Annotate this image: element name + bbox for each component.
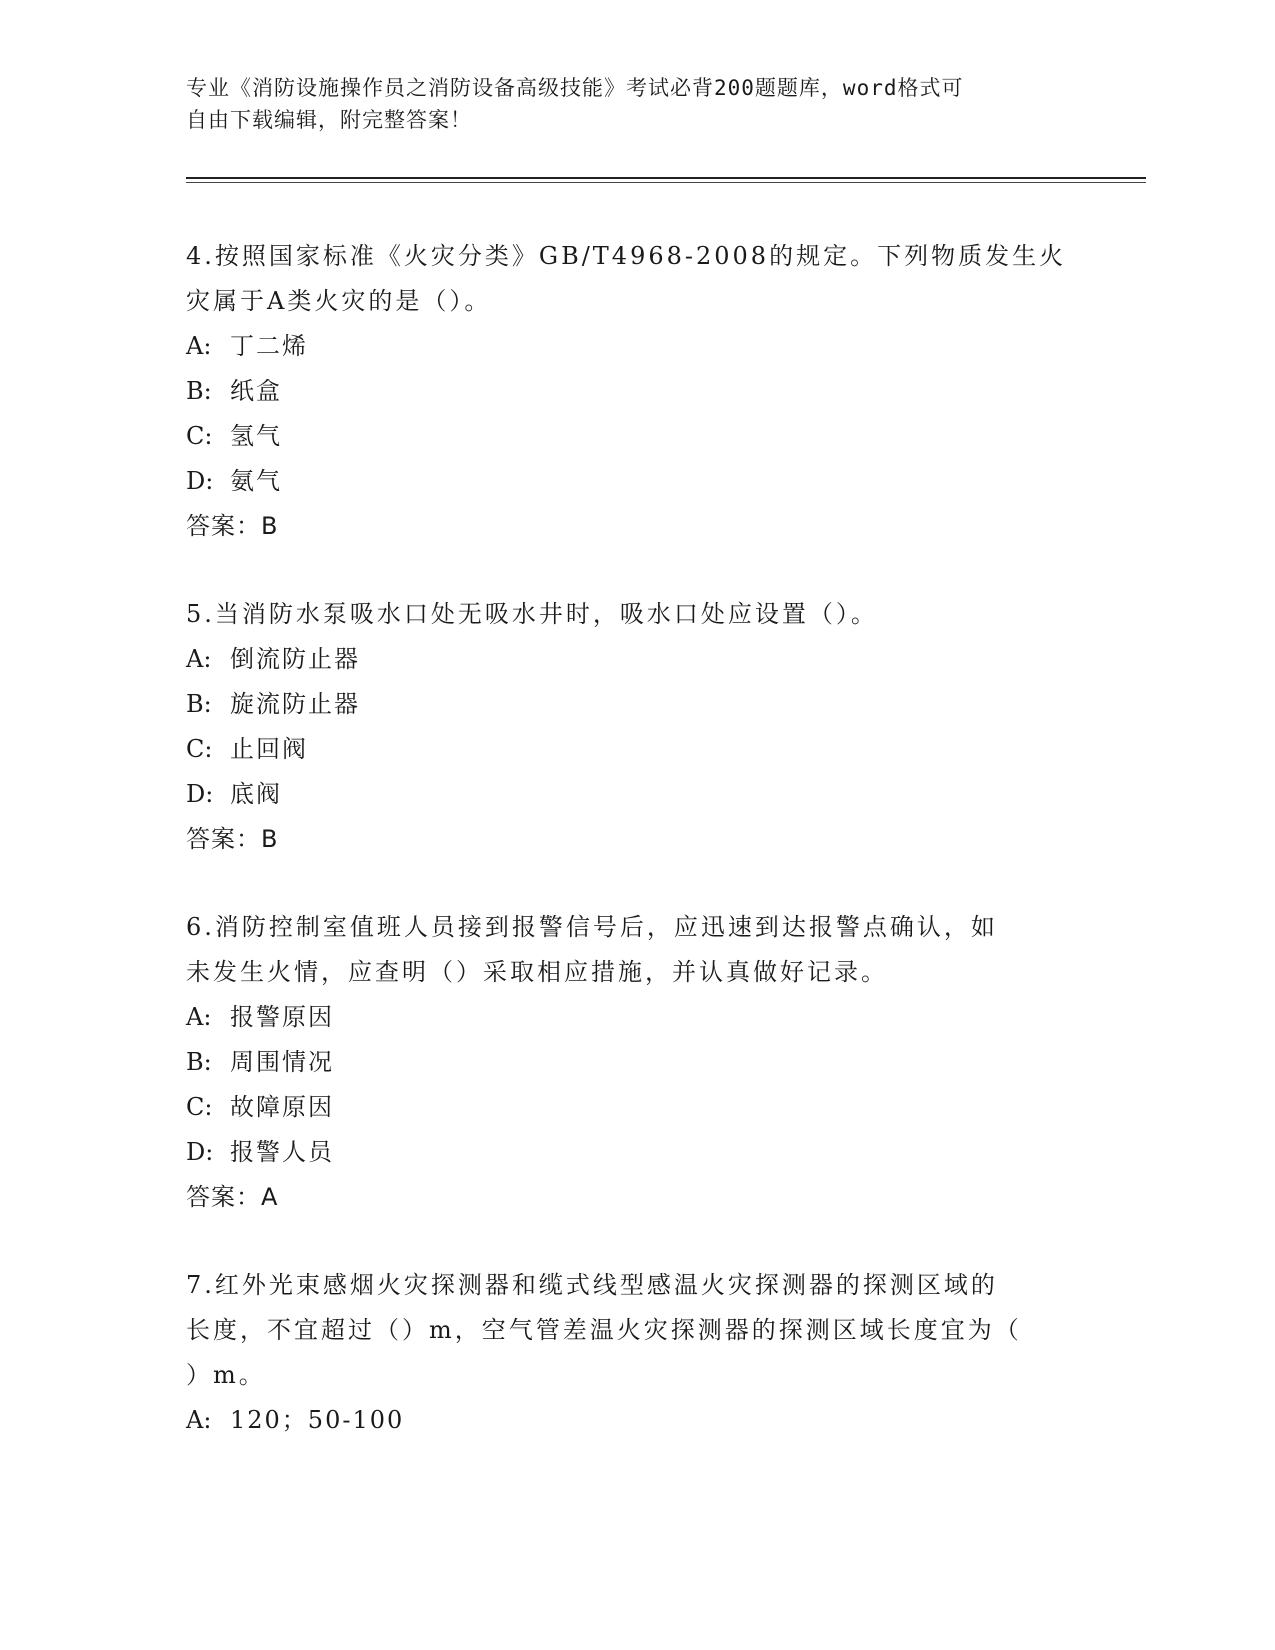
option-item (186, 1085, 1086, 1130)
option-text: 止回阀 (230, 735, 308, 763)
option-text: 报警人员 (230, 1138, 334, 1166)
option-text: 报警原因 (230, 1003, 334, 1031)
question-text-line: 4.按照国家标准《火灾分类》GB/T4968-2008的规定。下列物质发生火 (186, 242, 1067, 270)
option-item (186, 772, 1086, 817)
option-key: B: (186, 690, 212, 718)
option-key: B: (186, 377, 212, 405)
question-block (186, 592, 1086, 862)
header-line-2: 自由下载编辑，附完整答案！ (186, 108, 472, 132)
option-item (186, 414, 1086, 459)
option-text: 底阀 (230, 780, 282, 808)
option-text: 氢气 (230, 422, 282, 450)
option-text: 倒流防止器 (230, 645, 360, 673)
option-item (186, 369, 1086, 414)
option-key: D: (186, 780, 214, 808)
answer-line: 答案：B (186, 512, 279, 540)
document-header (186, 72, 1066, 136)
question-block (186, 905, 1086, 1220)
option-text: 丁二烯 (230, 332, 308, 360)
option-item (186, 324, 1086, 369)
question-text-line: 5.当消防水泵吸水口处无吸水井时，吸水口处应设置（）。 (186, 600, 878, 628)
option-item (186, 1130, 1086, 1175)
header-divider-thick (186, 177, 1146, 179)
option-item (186, 637, 1086, 682)
option-text: 氨气 (230, 467, 282, 495)
question-text-line: 7.红外光束感烟火灾探测器和缆式线型感温火灾探测器的探测区域的 (186, 1271, 998, 1299)
option-item (186, 995, 1086, 1040)
header-divider-thin (186, 182, 1146, 183)
question-list (186, 234, 1086, 1486)
question-text-line: 灾属于A类火灾的是（）。 (186, 287, 492, 315)
answer-line: 答案：A (186, 1183, 279, 1211)
option-key: C: (186, 422, 213, 450)
option-item (186, 682, 1086, 727)
option-key: D: (186, 1138, 214, 1166)
option-item (186, 727, 1086, 772)
option-text: 纸盒 (230, 377, 282, 405)
option-key: B: (186, 1048, 212, 1076)
option-item (186, 1398, 1086, 1443)
question-block (186, 1263, 1086, 1443)
option-item (186, 1040, 1086, 1085)
option-key: A: (186, 332, 212, 360)
option-key: C: (186, 735, 213, 763)
option-text: 120；50-100 (230, 1406, 405, 1434)
option-key: C: (186, 1093, 213, 1121)
option-item (186, 459, 1086, 504)
option-key: A: (186, 1003, 212, 1031)
option-text: 故障原因 (230, 1093, 334, 1121)
option-key: D: (186, 467, 214, 495)
question-text-line: 未发生火情，应查明（）采取相应措施，并认真做好记录。 (186, 958, 888, 986)
question-text-line: ）m。 (186, 1361, 266, 1389)
option-text: 周围情况 (230, 1048, 334, 1076)
question-text-line: 长度，不宜超过（）m，空气管差温火灾探测器的探测区域长度宜为（ (186, 1316, 1022, 1344)
option-text: 旋流防止器 (230, 690, 360, 718)
header-line-1: 专业《消防设施操作员之消防设备高级技能》考试必背200题题库，word格式可 (186, 76, 964, 100)
question-text-line: 6.消防控制室值班人员接到报警信号后，应迅速到达报警点确认，如 (186, 913, 998, 941)
question-block (186, 234, 1086, 549)
option-key: A: (186, 645, 212, 673)
option-key: A: (186, 1406, 212, 1434)
answer-line: 答案：B (186, 825, 279, 853)
